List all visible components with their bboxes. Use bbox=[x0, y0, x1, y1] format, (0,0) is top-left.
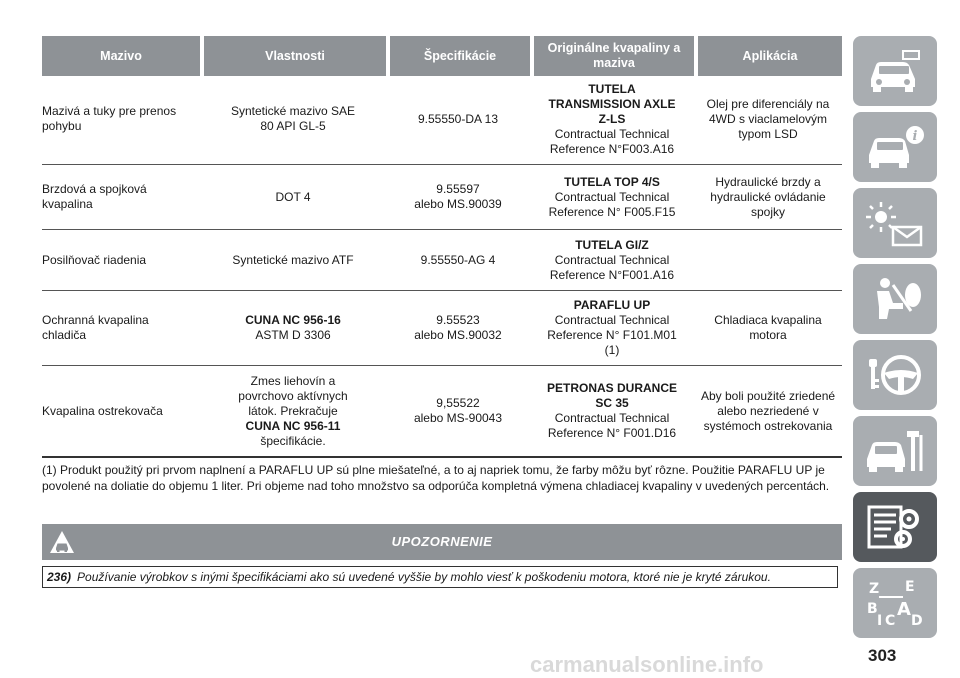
svg-text:E: E bbox=[905, 579, 915, 595]
technical-data-icon bbox=[863, 501, 927, 553]
warning-number: 236) bbox=[47, 570, 72, 584]
cell-specifikacie: 9.55597 alebo MS.90039 bbox=[386, 165, 530, 230]
svg-text:i: i bbox=[912, 129, 918, 144]
chapter-sidebar bbox=[853, 36, 937, 644]
safety-airbag-icon bbox=[863, 273, 927, 325]
table-row bbox=[42, 165, 842, 230]
tab-maintenance[interactable] bbox=[853, 416, 937, 486]
tab-warning-lights[interactable] bbox=[853, 188, 937, 258]
warning-lights-icon bbox=[863, 197, 927, 249]
tab-car-info[interactable] bbox=[853, 112, 937, 182]
cell-aplikacia: Hydraulické brzdy a hydraulické ovládanie spojky bbox=[694, 165, 842, 230]
warning-box bbox=[42, 566, 838, 588]
steering-wheel-key-icon bbox=[863, 349, 927, 401]
cell-vlastnosti: CUNA NC 956-16 ASTM D 3306 bbox=[200, 291, 386, 366]
cell-originalne: TUTELA GI/Z Contractual Technical Reference N°F001.A16 bbox=[530, 230, 694, 291]
cell-aplikacia: Chladiaca kvapalina motora bbox=[694, 291, 842, 366]
cell-originalne: TUTELA TRANSMISSION AXLE Z-LS Contractual Technical Reference N°F003.A16 bbox=[530, 76, 694, 165]
cell-mazivo: Posilňovač riadenia bbox=[42, 230, 200, 291]
warning-text: Používanie výrobkov s inými špecifikáciami ako sú uvedené vyššie by mohlo viesť k poškodeniu motora, ktoré nie je kryté zárukou. bbox=[77, 570, 771, 584]
table-row bbox=[42, 291, 842, 366]
header-vlastnosti: Vlastnosti bbox=[200, 36, 386, 76]
spec-table-section bbox=[42, 36, 842, 494]
table-row bbox=[42, 366, 842, 458]
svg-text:B: B bbox=[867, 601, 878, 617]
cell-originalne: PETRONAS DURANCE SC 35 Contractual Technical Reference N° F001.D16 bbox=[530, 366, 694, 458]
svg-text:I: I bbox=[877, 613, 883, 629]
cell-specifikacie: 9.55523 alebo MS.90032 bbox=[386, 291, 530, 366]
tab-technical-data[interactable] bbox=[853, 492, 937, 562]
cell-specifikacie: 9.55550-DA 13 bbox=[386, 76, 530, 165]
lubricants-table bbox=[42, 36, 842, 458]
svg-text:D: D bbox=[911, 613, 923, 629]
cell-specifikacie: 9,55522 alebo MS-90043 bbox=[386, 366, 530, 458]
cell-aplikacia: Aby boli použité zriedené alebo nezriedené v systémoch ostrekovania bbox=[694, 366, 842, 458]
svg-text:C: C bbox=[885, 613, 896, 629]
svg-text:Z: Z bbox=[869, 581, 880, 597]
tab-index[interactable] bbox=[853, 568, 937, 638]
header-originalne: Originálne kvapaliny a maziva bbox=[530, 36, 694, 76]
cell-originalne: TUTELA TOP 4/S Contractual Technical Reference N° F005.F15 bbox=[530, 165, 694, 230]
tab-safety[interactable] bbox=[853, 264, 937, 334]
cell-vlastnosti: Zmes liehovín a povrchovo aktívnych látok. Prekračuje CUNA NC 956-11 špecifikácie. bbox=[200, 366, 386, 458]
cell-aplikacia bbox=[694, 230, 842, 291]
page-number: 303 bbox=[868, 646, 897, 665]
header-mazivo: Mazivo bbox=[42, 36, 200, 76]
warning-header bbox=[42, 524, 842, 560]
footnote: (1) Produkt použitý pri prvom naplnení a PARAFLU UP sú plne miešateľné, a to aj napriek tomu, že farby môžu byť rôzne. Použitie PARAFLU UP je povolené na doliatie do objemu 1 liter. Pri objeme nad toho množstvo sa odporúča kompletná výmena chladiacej kvapaliny v uvedených percentách. bbox=[42, 463, 830, 493]
car-tools-icon bbox=[863, 425, 927, 477]
table-row bbox=[42, 230, 842, 291]
cell-mazivo: Brzdová a spojková kvapalina bbox=[42, 165, 200, 230]
cell-originalne: PARAFLU UP Contractual Technical Reference N° F101.M01 (1) bbox=[530, 291, 694, 366]
cell-mazivo: Kvapalina ostrekovača bbox=[42, 366, 200, 458]
cell-vlastnosti: Syntetické mazivo SAE 80 API GL-5 bbox=[200, 76, 386, 165]
cell-aplikacia: Olej pre diferenciály na 4WD s viaclamelovým typom LSD bbox=[694, 76, 842, 165]
table-header-row bbox=[42, 36, 842, 76]
table-row bbox=[42, 76, 842, 165]
cell-specifikacie: 9.55550-AG 4 bbox=[386, 230, 530, 291]
cell-mazivo: Ochranná kvapalina chladiča bbox=[42, 291, 200, 366]
warning-title: UPOZORNENIE bbox=[391, 534, 493, 549]
header-aplikacia: Aplikácia bbox=[694, 36, 842, 76]
watermark: carmanualsonline.info bbox=[530, 652, 764, 677]
cell-mazivo: Mazivá a tuky pre prenos pohybu bbox=[42, 76, 200, 165]
cell-vlastnosti: DOT 4 bbox=[200, 165, 386, 230]
car-overview-icon bbox=[863, 45, 927, 97]
header-specifikacie: Špecifikácie bbox=[386, 36, 530, 76]
cell-vlastnosti: Syntetické mazivo ATF bbox=[200, 230, 386, 291]
tab-car-overview[interactable] bbox=[853, 36, 937, 106]
car-info-icon bbox=[863, 121, 927, 173]
alphabetical-index-icon bbox=[863, 577, 927, 629]
svg-text:A: A bbox=[897, 599, 911, 620]
tab-starting-driving[interactable] bbox=[853, 340, 937, 410]
